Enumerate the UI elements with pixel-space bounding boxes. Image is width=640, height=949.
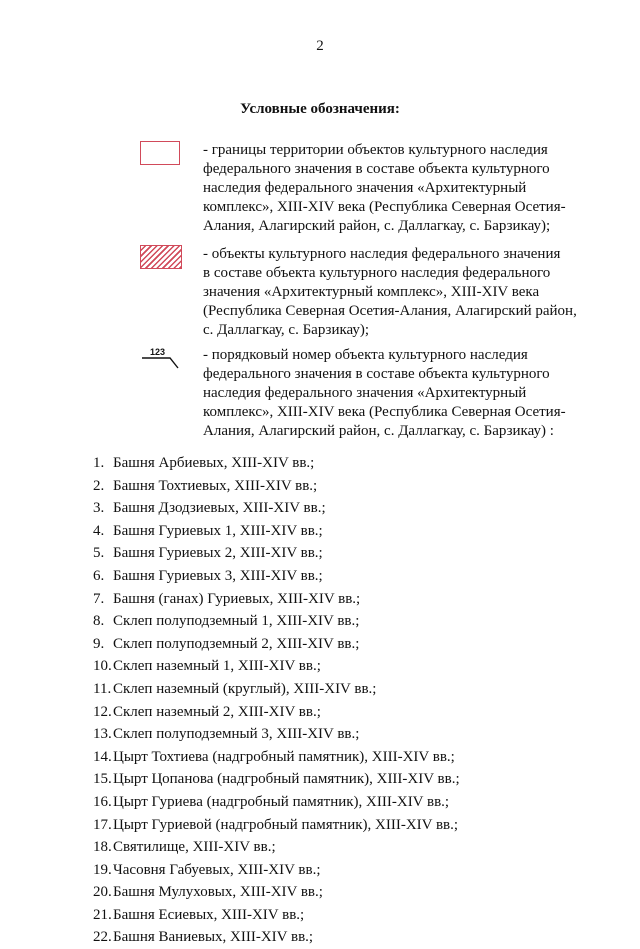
list-item: 19.Часовня Габуевых, XIII-XIV вв.; <box>93 861 321 878</box>
legend-text: - границы территории объектов культурного наследия федерального значения в составе объекта культурного наследия федерального значения «Архитектурный комплекс», XIII-XIV века (Республика Северная Осетия- Алания, Алагирский район, с. Даллагкау, с. Барзикау); <box>203 142 566 234</box>
border-rect-icon <box>140 141 180 165</box>
list-item: 12.Склеп наземный 2, XIII-XIV вв.; <box>93 703 321 720</box>
list-item: 10.Склеп наземный 1, XIII-XIV вв.; <box>93 658 321 675</box>
list-item: 15.Цырт Цопанова (надгробный памятник), XIII-XIV вв.; <box>93 771 460 788</box>
legend-text: - порядковый номер объекта культурного наследия федерального значения в составе объекта культурного наследия федерального значения «Архитектурный комплекс», XIII-XIV века (Республика Северная Осетия- Алания, Алагирский район, с. Даллагкау, с. Барзикау) : <box>203 347 566 439</box>
page-number: 2 <box>316 38 324 54</box>
legend-heading: Условные обозначения: <box>240 101 400 117</box>
list-item: 5. Башня Гуриевых 2, XIII-XIV вв.; <box>93 545 323 562</box>
list-item: 11. Склеп наземный (круглый), XIII-XIV вв.; <box>93 680 377 697</box>
list-item: 18.Святилище, XIII-XIV вв.; <box>93 839 276 856</box>
list-item: 22.Башня Ваниевых, XIII-XIV вв.; <box>93 929 314 946</box>
list-item: 4. Башня Гуриевых 1, XIII-XIV вв.; <box>93 522 323 539</box>
list-item: 2. Башня Тохтиевых, XIII-XIV вв.; <box>93 477 318 494</box>
list-item: 3. Башня Дзодзиевых, XIII-XIV вв.; <box>93 500 326 517</box>
list-item: 14.Цырт Тохтиева (надгробный памятник), XIII-XIV вв.; <box>93 748 455 765</box>
heritage-objects-list <box>93 452 460 949</box>
number-label-icon <box>140 346 186 372</box>
list-item: 9. Склеп полуподземный 2, XIII-XIV вв.; <box>93 635 360 652</box>
list-item: 7. Башня (ганах) Гуриевых, XIII-XIV вв.; <box>93 590 361 607</box>
list-item: 20.Башня Мулуховых, XIII-XIV вв.; <box>93 884 323 901</box>
legend-text: - объекты культурного наследия федерального значения в составе объекта культурного наследия федерального значения «Архитектурный комплекс», XIII-XIV века (Республика Северная Осетия-Алания, Алагирский район, с. Даллагкау, с. Барзикау); <box>203 246 577 338</box>
list-item: 17.Цырт Гуриевой (надгробный памятник), XIII-XIV вв.; <box>93 816 459 833</box>
hatched-rect-icon <box>140 245 182 269</box>
number-label-text: 123 <box>150 347 166 357</box>
list-item: 13.Склеп полуподземный 3, XIII-XIV вв.; <box>93 726 360 743</box>
list-item: 1. Башня Арбиевых, XIII-XIV вв.; <box>93 455 315 471</box>
list-item: 8. Склеп полуподземный 1, XIII-XIV вв.; <box>93 613 360 630</box>
list-item: 6. Башня Гуриевых 3, XIII-XIV вв.; <box>93 567 323 584</box>
list-item: 16.Цырт Гуриева (надгробный памятник), XIII-XIV вв.; <box>93 793 450 810</box>
list-item: 21.Башня Есиевых, XIII-XIV вв.; <box>93 906 305 923</box>
